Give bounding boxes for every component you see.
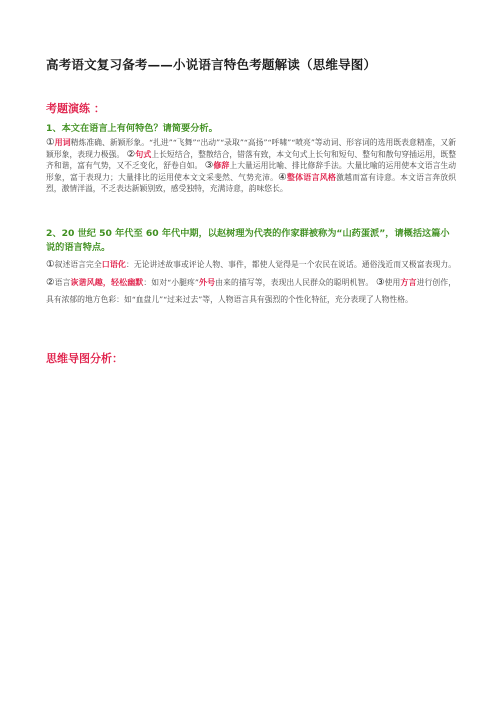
question-1-heading: 1、本文在语言上有何特色？请简要分析。 (46, 123, 218, 134)
answer-text: 使用 (384, 277, 401, 287)
mindmap-heading: 思维导图分析： (46, 352, 123, 365)
circled-number-1: ① (46, 259, 55, 270)
answer-text: 上长短结合，整散结合，错落有致，本文句式上长句和短句、整句和散句穿插运用，既整齐和谐，富有气势，又不乏变化，舒卷自如。 (46, 149, 457, 171)
circled-number-3: ③ (204, 160, 214, 172)
answer-text: 上大量运用比喻、排比修辞手法。大量比喻的运用使本文语言生动形象，富于表现力；大量排比的运用使本文文采斐然、气势充沛。 (46, 161, 457, 182)
keyword-sentence: 句式 (135, 149, 152, 159)
answer-text: 精炼准确、新颖形象。“扎进”“飞舞”“出动”“录取”“高扬”“呼啸”“喷亮”等动词、形容词的选用既表意精准，又新颖形象，表现力极强。 (46, 138, 456, 159)
question-2-answer (46, 256, 456, 309)
answer-text: ：如对“小腿疼” (143, 277, 199, 287)
keyword-dialect: 方言 (400, 277, 417, 287)
answer-text: 由来的描写等，表现出人民群众的聪明机智。 (215, 277, 374, 287)
answer-text: ：无论讲述故事或评论人物、事件，都使人觉得是一个农民在说话。通俗浅近而又极富表现力。 (125, 260, 457, 269)
question-1-answer (46, 137, 456, 195)
circled-number-2: ② (46, 276, 55, 288)
keyword-word-choice: 用词 (54, 138, 71, 147)
circled-number-4: ④ (278, 171, 287, 183)
document-title: 高考语文复习备考——小说语言特色考题解读（思维导图） (46, 57, 377, 72)
keyword-colloquial: 口语化 (101, 260, 126, 269)
answer-text: 语言 (54, 277, 71, 287)
circled-number-1: ① (46, 137, 55, 148)
answer-text: 激越而富有诗意。本文语言奔放炽烈，激情洋溢，不乏表达新颖别致，感受独特，充满诗意，韵味悠长。 (46, 172, 457, 194)
circled-number-2: ② (126, 148, 136, 160)
question-2-heading: 2、20 世纪 50 年代至 60 年代中期，以赵树理为代表的作家群被称为“山药蛋派”，请概括这篇小说的语言特点。 (46, 228, 450, 253)
practice-heading: 考题演练 ： (46, 102, 105, 115)
answer-text: 进行创作，具有浓郁的地方色彩：如“血盘儿”“过来过去”等，人物语言具有强烈的个性化特征，充分表现了人物性格。 (46, 277, 457, 305)
keyword-humor: 诙谐风趣，轻松幽默 (70, 277, 144, 287)
keyword-nickname: 外号 (198, 277, 216, 287)
keyword-style: 整体语言风格 (286, 172, 337, 182)
circled-number-3: ③ (375, 276, 385, 288)
answer-text: 叙述语言完全 (54, 260, 102, 269)
keyword-rhetoric: 修辞 (213, 161, 230, 171)
